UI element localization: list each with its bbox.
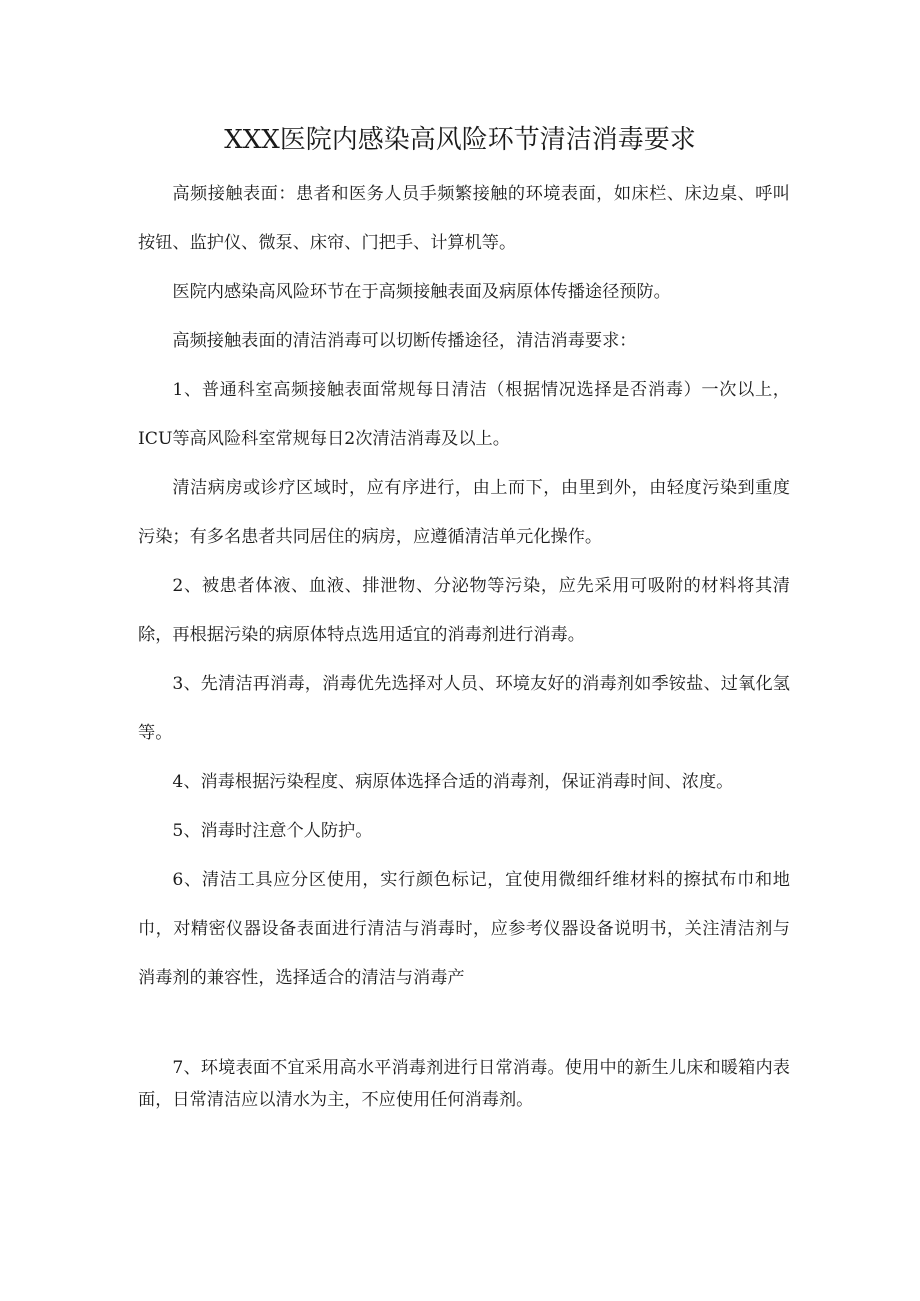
paragraph-item-2: 2、被患者体液、血液、排泄物、分泌物等污染，应先采用可吸附的材料将其清除，再根据污染的病原体特点选用适宜的消毒剂进行消毒。 [138,576,790,645]
paragraph-high-touch-definition: 高频接触表面：患者和医务人员手频繁接触的环境表面，如床栏、床边桌、呼叫按钮、监护仪、微泵、床帘、门把手、计算机等。 [138,184,790,253]
document-body [138,170,790,1116]
paragraph-item-7: 7、环境表面不宜采用高水平消毒剂进行日常消毒。使用中的新生儿床和暖箱内表面，日常清洁应以清水为主，不应使用任何消毒剂。 [138,1058,790,1110]
document-title: XXX医院内感染高风险环节清洁消毒要求 [224,125,696,155]
paragraph-item-6: 6、清洁工具应分区使用，实行颜色标记，宜使用微细纤维材料的擦拭布巾和地巾，对精密仪器设备表面进行清洁与消毒时，应参考仪器设备说明书，关注清洁剂与消毒剂的兼容性，选择适合的清洁与消毒产 [138,870,790,988]
paragraph-item-5: 5、消毒时注意个人防护。 [172,821,373,841]
paragraph-risk-focus: 医院内感染高风险环节在于高频接触表面及病原体传播途径预防。 [172,282,671,302]
paragraph-item-1: 1、普通科室高频接触表面常规每日清洁（根据情况选择是否消毒）一次以上，ICU等高风险科室常规每日2次清洁消毒及以上。 [138,380,790,449]
paragraph-item-3: 3、先清洁再消毒，消毒优先选择对人员、环境友好的消毒剂如季铵盐、过氧化氢等。 [138,674,790,743]
paragraph-requirements-intro: 高频接触表面的清洁消毒可以切断传播途径，清洁消毒要求： [172,331,637,351]
paragraph-cleaning-order: 清洁病房或诊疗区域时，应有序进行，由上而下，由里到外，由轻度污染到重度污染；有多名患者共同居住的病房，应遵循清洁单元化操作。 [138,478,790,547]
paragraph-item-4: 4、消毒根据污染程度、病原体选择合适的消毒剂，保证消毒时间、浓度。 [172,772,734,792]
